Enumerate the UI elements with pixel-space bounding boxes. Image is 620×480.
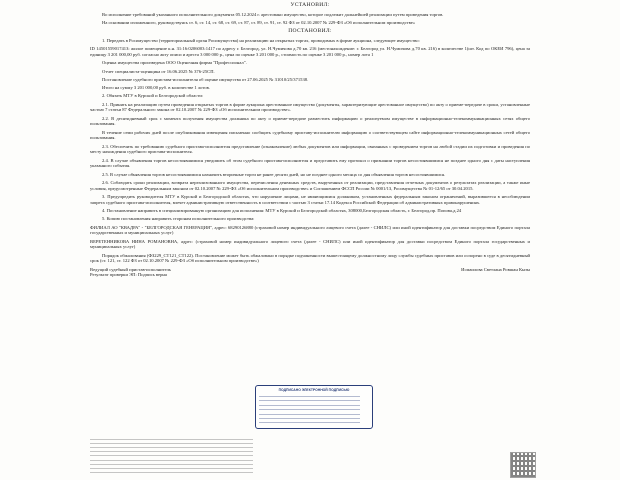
resolution-body [90, 2, 530, 281]
item-1: 1. Передать в Росимущество (территориальный орган Росимущества) на реализацию на открытых торгах, проводимых в форме аукциона, следующее имущество: [102, 37, 420, 43]
intro-paragraph-2: На основании изложенного, руководствуясь ст. 6, ст. 14, ст. 68, ст. 69, ст. 87, ст. 89, ст. 91, ст. 92 ФЗ от 02.10.2007 № 229-ФЗ «Об исполнительном производстве» [102, 20, 416, 25]
appraiser-line: Оценка имущества произведена ООО Оценочная фирма "Профессионал". [102, 60, 247, 66]
document-footer [90, 437, 260, 475]
item-5: 5. Копию постановления направить сторонам исполнительного производства: [102, 216, 255, 222]
item-4: 4. Постановление направить в специализированную организацию для исполнения: МТУ в Курской и Белгородской областях, 308000,Белгородская область, г. Белгород,пр. Попова,д.24 [102, 207, 462, 213]
electronic-signature-stamp [255, 385, 373, 429]
footer-line [90, 445, 260, 449]
qr-code-icon [510, 452, 536, 478]
stamp-line [259, 421, 369, 425]
item-2-2: 2.2. В десятидневный срок с момента получения имущества должника по акту о приеме-передаче разместить информацию о реализуемом имуществе в информационно-телекоммуникационных сетях общего пользования. [90, 115, 530, 127]
party-debtor: ВЕРЕТЕННИКОВА НИНА РОМАНОВНА, адрес: (страховой номер индивидуального лицевого счета (далее - СНИЛС) или иной идентификатор для доставки посредством Единого портала государственных и муниципальных услуг) [90, 238, 530, 250]
item-2-3: 2.3. Обеспечить по требованию судебного пристава-исполнителя представление (ознакомление) любых документов или информации, связанных с проведением торгов на любой стадии их подготовки и проведения по месту нахождения судебного пристава-исполнителя. [90, 143, 530, 155]
stamp-title: ПОДПИСАНО ЭЛЕКТРОННОЙ ПОДПИСЬЮ [278, 388, 350, 392]
item-3: 3. Предупредить руководителя МТУ в Курской и Белгородской областях, что нарушение лицами, не являющимися должником, установленных федеральным законом ограничений, выразившееся в несоблюдении запрета судебного пристава-исполнителя, влечет административную ответственность в соответствии с частью 3 статьи 17.14 Кодекса Российской Федерации об административных правонарушениях. [90, 193, 530, 205]
appeal-procedure: Порядок обжалования (ФЗ229_СТ121_СТ122). Постановление может быть обжаловано в порядке подчиненности вышестоящему должностному лицу службы судебных приставов или оспорено в суде в десятидневный срок (ст. 121, ст. 122 ФЗ от 02.10.2007 № 229-ФЗ «Об исполнительном производстве») [90, 252, 530, 264]
valuation-resolution-line: Постановление судебного пристава-исполнителя об оценке имущества от 27.06.2025 № 31010/25/371538. [102, 76, 309, 82]
footer-line [90, 466, 260, 470]
item-2-1: 2.1. Принять на реализацию путем проведения открытых торгов в форме аукциона арестованное имущество (документы, характеризующие арестованное имущество) по акту о приеме-передаче в сроки, установленные частью 7 статьи 87 Федерального закона от 02.10.2007 № 229-ФЗ «Об исполнительном производстве». [90, 101, 530, 113]
property-description: ID 1450155901741З: жилое помещение к.н. 31:16:0206003:1417 по адресу г. Белгород, ул. Н.Чумичова д.70 кв. 216 (местонахождение: г. Белгород ул. Н.Чумичова д.70 кв. 216) в количестве 1(шт. Код по ОКЕИ 796), цена за единицу 3 201 000,00 руб. согласно акту описи и ареста 3 000 000 р., цена по оценке 3 201 000 р., стоимость по оценке 3 201 000 р., номер лота 1 [90, 46, 530, 57]
total-line: Итого на сумму 3 201 000,00 руб. в количестве 1 лотов. [102, 85, 210, 91]
decision-heading: ПОСТАНОВИЛ: [288, 28, 332, 35]
report-line: Отчет специалиста-оценщика от 16.06.2025 № 376-25СП. [102, 68, 215, 74]
signature-check: Результат проверки ЭП: Подпись верна [90, 272, 167, 278]
stamp-line [259, 403, 369, 407]
party-creditor: ФИЛИАЛ АО "КВАДРА" - "БЕЛГОРОДСКАЯ ГЕНЕРАЦИЯ", адрес: 68290126880 (страховой номер индивидуального лицевого счета (далее - СНИЛС) или иной идентификатор для доставки посредством Единого портала государственных и муниципальных услуг) [90, 224, 530, 236]
footer-line [90, 471, 260, 475]
item-2: 2. Обязать МТУ в Курской и Белгородской области: [102, 93, 204, 99]
established-heading: УСТАНОВИЛ: [290, 2, 330, 8]
signer-name: Исмаилова Светлана Ровшан Кызы [461, 266, 530, 272]
intro-paragraph-1: Во исполнение требований указанного исполнительного документа 05.12.2024 г. арестовано имущество, которое подлежит дальнейшей реализации путем проведения торгов. [102, 11, 444, 17]
item-2-4: 2.4. В случае объявления торгов несостоявшимися уведомить об этом судебного пристава-исполнителя и представить ему протокол о признании торгов несостоявшимися не позднее одного дня с даты наступления указанного события. [90, 157, 530, 169]
signer-role: Ведущий судебный пристав-исполнитель [90, 266, 172, 272]
item-2-6: 2.6. Соблюдать сроки реализации, возврата нереализованного имущества, перечисления денежных средств, вырученных от реализации, представления отчетных документов о результатах реализации, а также иные условия, предусмотренные Федеральным законом от 02.10.2007 № 229-ФЗ «Об исполнительном производстве» и Соглашением ФССП России № 0001/13, Росимущества № 01-12/65 от 30.04.2015. [90, 179, 530, 191]
item-2-5: 2.5. В случае объявления торгов несостоявшимися назначить вторичные торги не ранее десяти дней, но не позднее одного месяца со дня объявления торгов несостоявшимися. [102, 171, 446, 177]
item-2-2-notice: В течение семи рабочих дней после опубликования извещения письменно сообщить судебному приставу-исполнителю информацию о соответствующем сайте информационно-телекоммуникационных сетей общего пользования. [90, 129, 530, 141]
